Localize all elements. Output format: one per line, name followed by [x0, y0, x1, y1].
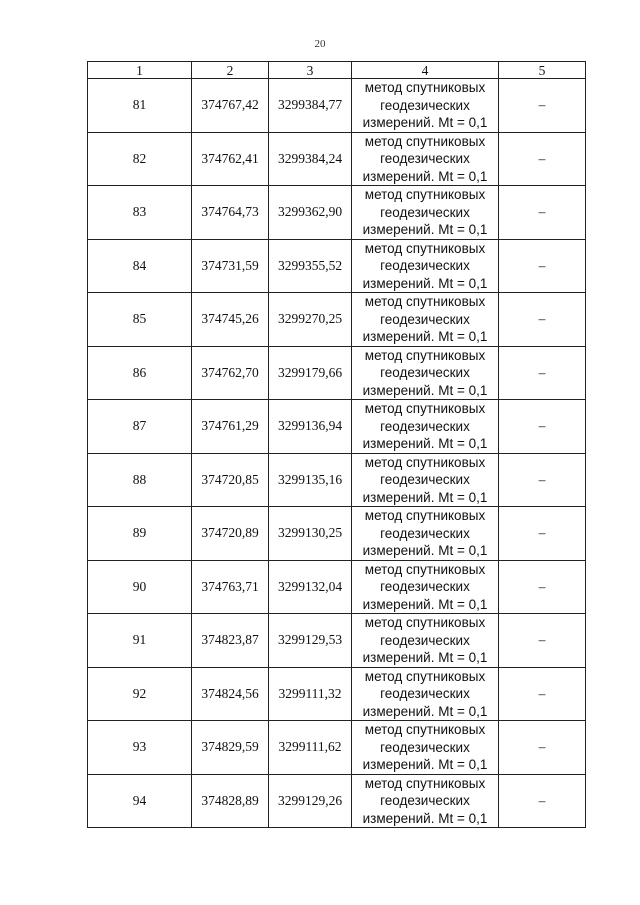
method-description — [352, 293, 499, 347]
note-value: – — [499, 453, 586, 507]
coordinates-table — [87, 61, 586, 828]
method-description — [352, 560, 499, 614]
table-row — [88, 239, 586, 293]
table-row — [88, 186, 586, 240]
note-value: – — [499, 774, 586, 828]
coordinate-x: 374767,42 — [192, 79, 269, 133]
coordinate-y: 3299384,77 — [269, 79, 352, 133]
method-line: геодезических — [380, 579, 470, 594]
method-line: измерений. Mt = 0,1 — [362, 810, 488, 826]
table-row — [88, 293, 586, 347]
coordinate-x: 374823,87 — [192, 614, 269, 668]
method-line: метод спутниковых — [364, 668, 486, 684]
coordinate-x: 374720,89 — [192, 507, 269, 561]
point-number: 84 — [88, 239, 192, 293]
method-line: геодезических — [380, 204, 470, 220]
coordinate-y: 3299111,62 — [269, 721, 352, 775]
method-description — [352, 132, 499, 186]
coordinate-x: 374762,70 — [192, 346, 269, 400]
method-line: метод спутниковых — [364, 294, 486, 309]
coordinate-x: 374829,59 — [192, 721, 269, 775]
method-line: геодезических — [380, 793, 470, 808]
table-header — [88, 62, 586, 79]
method-line: измерений. Mt = 0,1 — [362, 382, 488, 398]
coordinate-y: 3299132,04 — [269, 560, 352, 614]
method-line: геодезических — [380, 686, 470, 701]
method-description — [352, 614, 499, 668]
note-value: – — [499, 79, 586, 133]
coordinate-x: 374720,85 — [192, 453, 269, 507]
point-number: 91 — [88, 614, 192, 668]
method-line: метод спутниковых — [364, 722, 486, 737]
note-value: – — [499, 721, 586, 775]
method-line: измерений. Mt = 0,1 — [362, 168, 488, 184]
coordinate-y: 3299129,53 — [269, 614, 352, 668]
method-line: измерений. Mt = 0,1 — [362, 703, 488, 719]
table-row — [88, 400, 586, 454]
table-row — [88, 667, 586, 721]
method-description — [352, 721, 499, 775]
coordinate-x: 374763,71 — [192, 560, 269, 614]
method-description — [352, 239, 499, 293]
method-line: метод спутниковых — [364, 454, 486, 470]
table-row — [88, 774, 586, 828]
method-description — [352, 400, 499, 454]
header-col-3: 3 — [269, 62, 352, 79]
note-value: – — [499, 614, 586, 668]
method-line: измерений. Mt = 0,1 — [362, 222, 488, 237]
note-value: – — [499, 667, 586, 721]
coordinate-y: 3299384,24 — [269, 132, 352, 186]
table-row — [88, 346, 586, 400]
method-line: геодезических — [380, 258, 470, 273]
method-line: измерений. Mt = 0,1 — [362, 329, 488, 344]
table-row — [88, 560, 586, 614]
table-row — [88, 721, 586, 775]
coordinate-y: 3299130,25 — [269, 507, 352, 561]
point-number: 89 — [88, 507, 192, 561]
method-line: метод спутниковых — [364, 775, 486, 791]
coordinate-y: 3299355,52 — [269, 239, 352, 293]
method-description — [352, 667, 499, 721]
method-line: геодезических — [380, 97, 470, 113]
method-line: метод спутниковых — [364, 508, 486, 523]
table-row — [88, 614, 586, 668]
method-line: геодезических — [380, 632, 470, 648]
point-number: 82 — [88, 132, 192, 186]
coordinate-y: 3299362,90 — [269, 186, 352, 240]
coordinate-x: 374824,56 — [192, 667, 269, 721]
point-number: 87 — [88, 400, 192, 454]
method-line: измерений. Mt = 0,1 — [362, 596, 488, 612]
method-line: геодезических — [380, 418, 470, 434]
method-line: измерений. Mt = 0,1 — [362, 757, 488, 772]
method-line: измерений. Mt = 0,1 — [362, 115, 488, 130]
method-description — [352, 346, 499, 400]
coordinate-x: 374762,41 — [192, 132, 269, 186]
header-row — [88, 62, 586, 79]
method-line: метод спутниковых — [364, 80, 486, 95]
coordinate-y: 3299179,66 — [269, 346, 352, 400]
method-line: геодезических — [380, 365, 470, 380]
point-number: 81 — [88, 79, 192, 133]
method-line: измерений. Mt = 0,1 — [362, 489, 488, 505]
method-description — [352, 774, 499, 828]
note-value: – — [499, 132, 586, 186]
point-number: 92 — [88, 667, 192, 721]
point-number: 94 — [88, 774, 192, 828]
method-line: измерений. Mt = 0,1 — [362, 436, 488, 451]
note-value: – — [499, 507, 586, 561]
page-number: 20 — [314, 38, 326, 50]
method-line: метод спутниковых — [364, 401, 486, 416]
note-value: – — [499, 400, 586, 454]
method-line: метод спутниковых — [364, 561, 486, 577]
coordinate-x: 374764,73 — [192, 186, 269, 240]
note-value: – — [499, 239, 586, 293]
coordinate-x: 374731,59 — [192, 239, 269, 293]
header-col-4: 4 — [352, 62, 499, 79]
coordinate-y: 3299129,26 — [269, 774, 352, 828]
table-row — [88, 132, 586, 186]
method-line: метод спутниковых — [364, 133, 486, 149]
method-line: измерений. Mt = 0,1 — [362, 275, 488, 291]
method-line: метод спутниковых — [364, 347, 486, 363]
method-description — [352, 79, 499, 133]
table-row — [88, 453, 586, 507]
point-number: 83 — [88, 186, 192, 240]
method-description — [352, 186, 499, 240]
method-line: геодезических — [380, 739, 470, 755]
point-number: 85 — [88, 293, 192, 347]
method-line: метод спутниковых — [364, 615, 486, 630]
table-body — [88, 79, 586, 828]
method-line: геодезических — [380, 525, 470, 541]
table-row — [88, 507, 586, 561]
method-line: геодезических — [380, 311, 470, 327]
coordinate-x: 374828,89 — [192, 774, 269, 828]
method-description — [352, 507, 499, 561]
point-number: 86 — [88, 346, 192, 400]
coordinate-y: 3299270,25 — [269, 293, 352, 347]
note-value: – — [499, 346, 586, 400]
point-number: 90 — [88, 560, 192, 614]
table-row — [88, 79, 586, 133]
method-description — [352, 453, 499, 507]
coordinate-y: 3299111,32 — [269, 667, 352, 721]
coordinate-y: 3299136,94 — [269, 400, 352, 454]
method-line: геодезических — [380, 472, 470, 487]
note-value: – — [499, 293, 586, 347]
header-col-1: 1 — [88, 62, 192, 79]
header-col-2: 2 — [192, 62, 269, 79]
header-col-5: 5 — [499, 62, 586, 79]
point-number: 88 — [88, 453, 192, 507]
coordinate-y: 3299135,16 — [269, 453, 352, 507]
coordinate-x: 374761,29 — [192, 400, 269, 454]
method-line: метод спутниковых — [364, 240, 486, 256]
note-value: – — [499, 560, 586, 614]
point-number: 93 — [88, 721, 192, 775]
note-value: – — [499, 186, 586, 240]
method-line: метод спутниковых — [364, 187, 486, 202]
method-line: измерений. Mt = 0,1 — [362, 650, 488, 665]
method-line: измерений. Mt = 0,1 — [362, 543, 488, 558]
coordinate-x: 374745,26 — [192, 293, 269, 347]
method-line: геодезических — [380, 151, 470, 166]
